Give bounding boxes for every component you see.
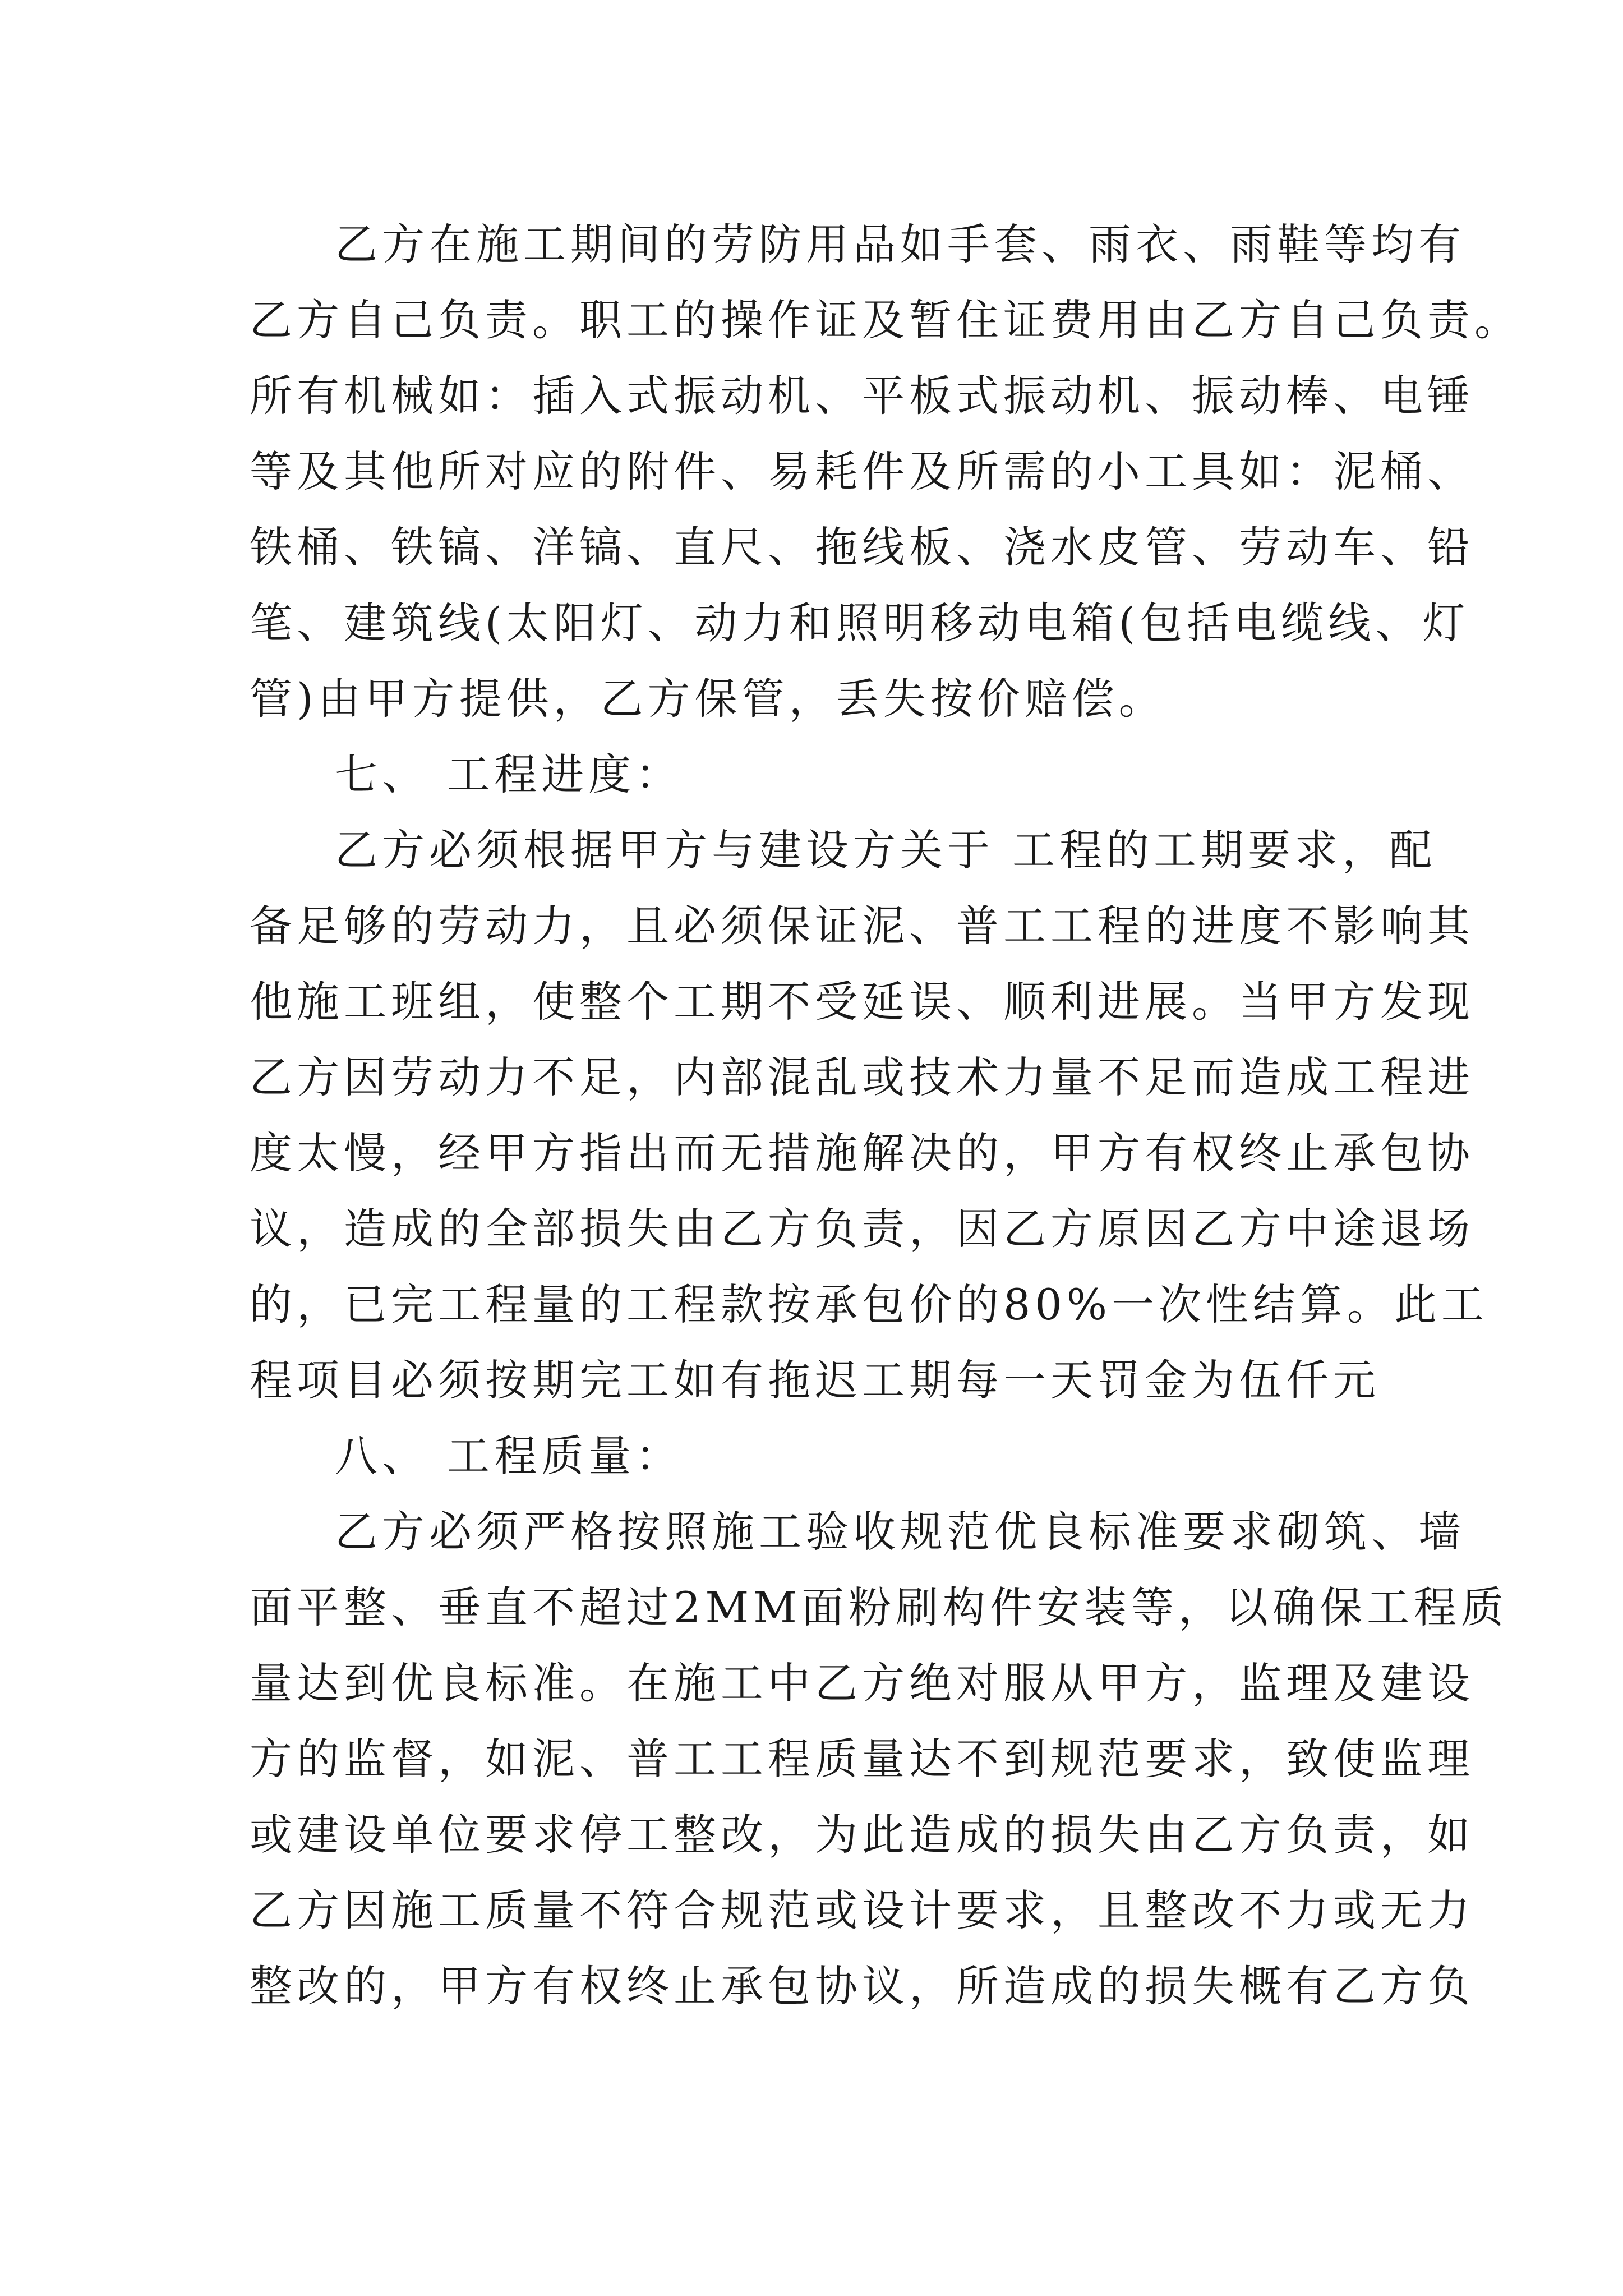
paragraph-line: 或建设单位要求停工整改，为此造成的损失由乙方负责，如 [250, 1810, 1474, 1860]
paragraph-line: 笔、建筑线(太阳灯、动力和照明移动电箱(包括电缆线、灯 [250, 598, 1470, 648]
paragraph-line: 铁桶、铁镐、洋镐、直尺、拖线板、浇水皮管、劳动车、铅 [250, 522, 1474, 572]
paragraph-line: 乙方自己负责。职工的操作证及暂住证费用由乙方自己负责。 [250, 295, 1521, 345]
paragraph-line: 量达到优良标准。在施工中乙方绝对服从甲方，监理及建设 [250, 1658, 1474, 1708]
paragraph-line: 整改的，甲方有权终止承包协议，所造成的损失概有乙方负 [250, 1961, 1474, 2011]
paragraph-line: 乙方必须严格按照施工验收规范优良标准要求砌筑、墙 [335, 1507, 1465, 1557]
paragraph-line: 方的监督，如泥、普工工程质量达不到规范要求，致使监理 [250, 1734, 1474, 1784]
paragraph-line: 等及其他所对应的附件、易耗件及所需的小工具如：泥桶、 [250, 447, 1474, 496]
paragraph-line: 管)由甲方提供，乙方保管，丢失按价赔偿。 [250, 674, 1166, 724]
paragraph-line: 他施工班组，使整个工期不受延误、顺利进展。当甲方发现 [250, 977, 1474, 1027]
paragraph-line: 面平整、垂直不超过2MM面粉刷构件安装等，以确保工程质 [250, 1582, 1508, 1632]
paragraph-line: 程项目必须按期完工如有拖迟工期每一天罚金为伍仟元 [250, 1355, 1380, 1405]
paragraph-line: 乙方因施工质量不符合规范或设计要求，且整改不力或无力 [250, 1885, 1474, 1935]
paragraph-line: 所有机械如：插入式振动机、平板式振动机、振动棒、电锤 [250, 371, 1474, 421]
paragraph-line: 乙方因劳动力不足，内部混乱或技术力量不足而造成工程进 [250, 1052, 1474, 1102]
paragraph-line: 乙方在施工期间的劳防用品如手套、雨衣、雨鞋等均有 [335, 219, 1465, 269]
section-heading-quality: 八、 工程质量： [335, 1431, 683, 1481]
section-heading-progress: 七、 工程进度： [335, 749, 683, 799]
document-body [250, 206, 1521, 2024]
paragraph-line: 的，已完工程量的工程款按承包价的80%一次性结算。此工 [250, 1280, 1488, 1329]
paragraph-line: 乙方必须根据甲方与建设方关于 工程的工期要求，配 [335, 825, 1437, 875]
paragraph-line: 议，造成的全部损失由乙方负责，因乙方原因乙方中途退场 [250, 1204, 1474, 1254]
paragraph-line: 备足够的劳动力，且必须保证泥、普工工程的进度不影响其 [250, 901, 1474, 951]
paragraph-line: 度太慢，经甲方指出而无措施解决的，甲方有权终止承包协 [250, 1128, 1474, 1178]
